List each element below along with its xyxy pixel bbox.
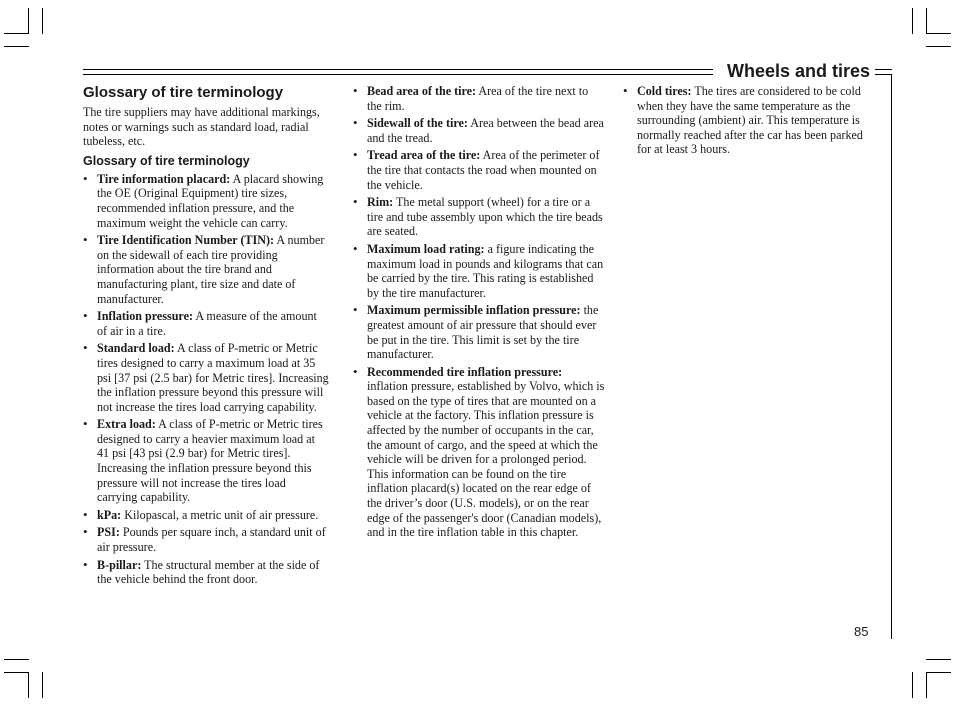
glossary-item: [83, 525, 329, 554]
bullet-icon: •: [83, 416, 88, 432]
bullet-icon: •: [83, 506, 88, 522]
bullet-icon: •: [83, 308, 88, 324]
bullet-icon: •: [353, 240, 358, 256]
glossary-definition: a figure indicating the maximum load in pounds and kilograms that can be carried by the tire. This rating is established by the tire manufacturer.: [367, 241, 604, 300]
column-2: [353, 84, 605, 543]
header-rule-bottom: [83, 74, 713, 75]
bullet-icon: •: [83, 170, 88, 186]
glossary-definition: A class of P-metric or Metric tires designed to carry a heavier maximum load at 41 psi [43 psi (2.9 bar) for Metric tires]. Increasing the inflation pressure beyond this pressure will not increase the tires load carrying capability.: [97, 417, 323, 505]
page-number: 85: [854, 624, 869, 639]
glossary-definition: The metal support (wheel) for a tire or a tire and tube assembly upon which the tire beads are seated.: [367, 195, 603, 239]
glossary-definition: Area of the perimeter of the tire that contacts the road when mounted on the vehicle.: [367, 148, 600, 192]
crop-mark: [4, 33, 29, 34]
glossary-term: Inflation pressure:: [97, 309, 193, 324]
section-title: Wheels and tires: [726, 61, 870, 81]
glossary-item: [83, 417, 329, 505]
glossary-term: B-pillar:: [97, 557, 142, 572]
glossary-definition: A measure of the amount of air in a tire.: [97, 309, 317, 338]
glossary-list-1: [83, 172, 329, 587]
bullet-icon: •: [83, 524, 88, 540]
glossary-definition: inflation pressure, established by Volvo, which is based on the type of tires that are mounted on a vehicle at the factory. This inflation pressure is affected by the number of occupants in the car, the amount of cargo, and the speed at which the vehicle will be driven for a prolonged period. This information can be found on the tire inflation placard(s) located on the rear edge of the driver’s door (U.S. models), or on the rear edge of the passenger's door (Canadian models), and in the tire inflation table in this chapter.: [367, 379, 605, 540]
glossary-term: Rim:: [367, 195, 394, 210]
glossary-term: Sidewall of the tire:: [367, 116, 468, 131]
page-edge-rule: [891, 74, 892, 639]
crop-mark: [28, 672, 29, 698]
column-3: [623, 84, 865, 160]
crop-mark: [4, 46, 29, 47]
bullet-icon: •: [353, 83, 358, 98]
crop-mark: [912, 672, 913, 698]
glossary-term: Extra load:: [97, 417, 156, 432]
bullet-icon: •: [353, 115, 358, 131]
bullet-icon: •: [353, 363, 358, 379]
glossary-item: [353, 84, 605, 113]
glossary-definition: Kilopascal, a metric unit of air pressure.: [121, 507, 319, 522]
glossary-term: Standard load:: [97, 341, 175, 356]
bullet-icon: •: [623, 83, 628, 98]
crop-mark: [4, 659, 29, 660]
glossary-definition: Area of the tire next to the rim.: [367, 84, 589, 113]
glossary-term: Tire information placard:: [97, 171, 231, 186]
bullet-icon: •: [83, 340, 88, 356]
crop-mark: [4, 672, 29, 673]
crop-mark: [912, 8, 913, 34]
glossary-term: Maximum load rating:: [367, 241, 485, 256]
crop-mark: [926, 8, 927, 34]
glossary-definition: Pounds per square inch, a standard unit of air pressure.: [97, 525, 326, 555]
glossary-definition: A number on the sidewall of each tire providing information about the tire brand and manufacturing plant, tire size and date of manufacturer.: [97, 233, 325, 306]
glossary-definition: the greatest amount of air pressure that should ever be put in the tire. This limit is set by the tire manufacturer.: [367, 303, 599, 362]
glossary-item: [83, 172, 329, 230]
header-rule-bottom-right: [875, 74, 892, 75]
header-rule-top-right: [875, 69, 892, 70]
glossary-item: [83, 233, 329, 306]
glossary-item: [353, 303, 605, 361]
glossary-item: [83, 508, 329, 523]
crop-mark: [926, 46, 951, 47]
crop-mark: [926, 672, 951, 673]
crop-mark: [42, 672, 43, 698]
glossary-term: Tread area of the tire:: [367, 148, 481, 163]
glossary-definition: A class of P-metric or Metric tires designed to carry a maximum load at 35 psi [37 psi (2.5 bar) for Metric tires]. Increasing the inflation pressure beyond this pressure will not increase the tires load carrying capability.: [97, 341, 329, 414]
glossary-definition: The structural member at the side of the vehicle behind the front door.: [97, 557, 320, 587]
glossary-item: [83, 341, 329, 414]
glossary-item: [83, 309, 329, 338]
bullet-icon: •: [353, 302, 358, 318]
glossary-term: PSI:: [97, 525, 120, 540]
glossary-item: [353, 242, 605, 300]
glossary-term: Cold tires:: [637, 84, 692, 98]
header-rule-top: [83, 69, 713, 70]
bullet-icon: •: [353, 147, 358, 163]
glossary-item: [83, 558, 329, 587]
crop-mark: [926, 33, 951, 34]
glossary-item: [623, 84, 865, 157]
crop-mark: [926, 659, 951, 660]
glossary-list-2: [353, 84, 605, 540]
glossary-list-3: [623, 84, 865, 157]
intro-paragraph: The tire suppliers may have additional markings, notes or warnings such as standard load, radial tubeless, etc.: [83, 105, 320, 149]
glossary-subheading: Glossary of tire terminology: [83, 153, 250, 168]
glossary-term: Maximum permissible inflation pressure:: [367, 303, 581, 318]
glossary-term: Tire Identification Number (TIN):: [97, 233, 275, 248]
glossary-item: [353, 148, 605, 192]
glossary-term: kPa:: [97, 507, 122, 522]
glossary-item: [353, 365, 605, 540]
glossary-definition: Area between the bead area and the tread.: [367, 116, 604, 145]
glossary-item: [353, 195, 605, 239]
bullet-icon: •: [353, 194, 358, 210]
glossary-item: [353, 116, 605, 145]
glossary-heading: Glossary of tire terminology: [83, 84, 284, 101]
crop-mark: [42, 8, 43, 34]
glossary-definition: The tires are considered to be cold when they have the same temperature as the surrounding (ambient) air. This temperature is normally reached after the car has been parked for at least 3 hours.: [637, 84, 863, 157]
column-1: [83, 84, 329, 590]
bullet-icon: •: [83, 232, 88, 248]
glossary-term: Bead area of the tire:: [367, 84, 477, 98]
crop-mark: [28, 8, 29, 34]
glossary-term: Recommended tire inflation pressure:: [367, 364, 563, 379]
crop-mark: [926, 672, 927, 698]
bullet-icon: •: [83, 556, 88, 572]
glossary-definition: A placard showing the OE (Original Equipment) tire sizes, recommended inflation pressure, and the maximum weight the vehicle can carry.: [97, 171, 324, 230]
